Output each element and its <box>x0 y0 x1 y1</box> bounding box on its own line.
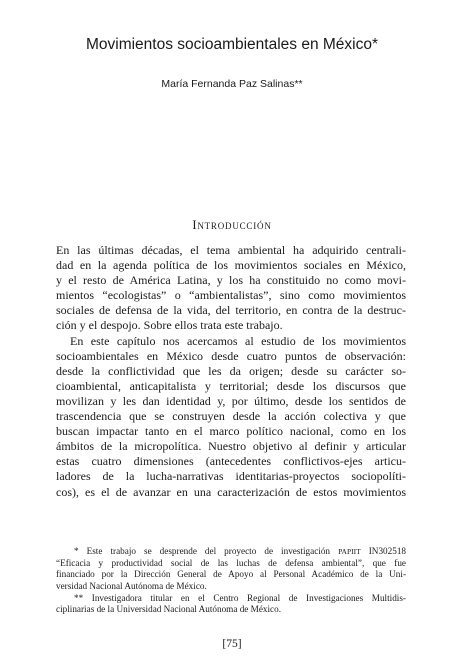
body-line: dad en la agenda política de los movimientos sociales en México, <box>56 258 406 273</box>
body-line: desde la conflictividad que les da origen; desde su carácter so- <box>56 363 406 378</box>
footnote-line: versidad Nacional Autónoma de México. <box>56 581 207 592</box>
body-line: sociales de defensa de la vida, del territorio, en contra de la destruc- <box>56 303 406 318</box>
footnote-1-project-number: IN302518 <box>368 546 406 556</box>
body-line: y el resto de América Latina, y los ha constituido no como movi- <box>56 273 406 288</box>
footnotes <box>56 546 406 616</box>
footnote-line: “Eficacia y productividad social de las luchas de defensa ambiental”, que fue <box>56 557 406 568</box>
footnote-line: ciplinarias de la Universidad Nacional Autónoma de México. <box>56 604 282 615</box>
body-line: En este capítulo nos acercamos al estudio de los movimientos <box>70 333 406 348</box>
footnote-1-program: PAPIIT <box>338 547 361 556</box>
footnote-line: financiado por la Dirección General de Apoyo al Personal Académico de la Uni- <box>56 569 406 580</box>
body-line: trascendencia que se construyen desde la acción colectiva y que <box>56 409 406 424</box>
body-line: cioambiental, anticapitalista y territorial; desde los discursos que <box>56 378 406 393</box>
section-heading: Introducción <box>192 218 272 232</box>
footnote-line <box>56 546 406 558</box>
footnote-line: ** Investigadora titular en el Centro Regional de Investigaciones Multidis- <box>74 592 406 603</box>
body-line: ción y el despojo. Sobre ellos trata este trabajo. <box>56 318 283 333</box>
body-line: estas cuatro dimensiones (antecedentes conflictivos-ejes articu- <box>56 454 406 469</box>
body-line: ámbitos de la micropolítica. Nuestro objetivo al definir y articular <box>56 439 406 454</box>
body-line: En las últimas décadas, el tema ambiental ha adquirido centrali- <box>56 243 406 257</box>
author-name: María Fernanda Paz Salinas** <box>161 78 303 90</box>
page-number: [75] <box>222 638 242 650</box>
body-line: mientos “ecologistas” o “ambientalistas”, sino como movimientos <box>56 288 406 303</box>
footnote-1-intro: * Este trabajo se desprende del proyecto de investigación <box>74 546 331 556</box>
body-line: movilizan y les dan identidad y, por último, desde los sentidos de <box>56 393 406 408</box>
body-text <box>56 243 406 500</box>
body-line: cos), es el de avanzar en una caracterización de estos movimientos <box>56 484 406 499</box>
body-line: ladores de la lucha-narrativas identitarias-proyectos sociopolíti- <box>56 469 406 484</box>
chapter-title: Movimientos socioambientales en México* <box>85 36 379 53</box>
body-line: buscan impactar tanto en el marco político nacional, como en los <box>56 424 406 439</box>
body-line: socioambientales en México desde cuatro puntos de observación: <box>56 348 406 363</box>
